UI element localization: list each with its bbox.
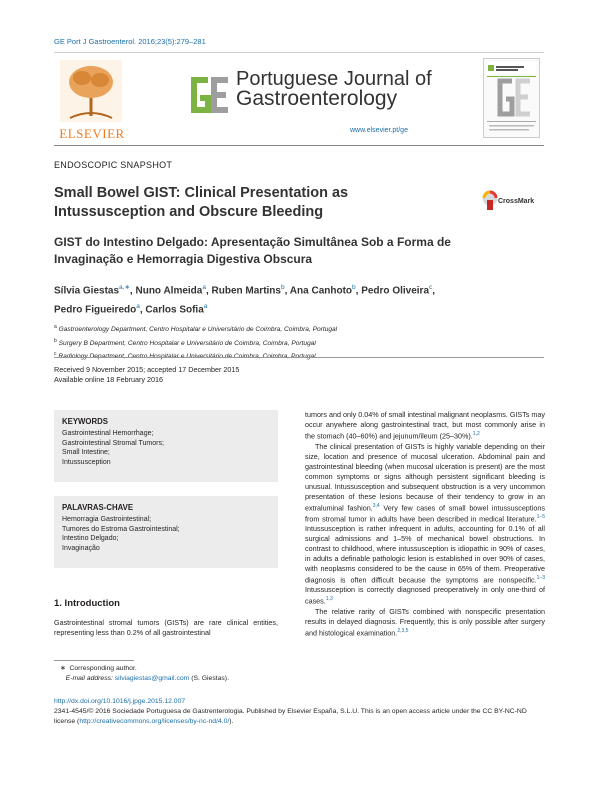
- elsevier-wordmark: ELSEVIER: [59, 126, 125, 141]
- license-link[interactable]: http://creativecommons.org/licenses/by-nc-nd/4.0/: [79, 717, 230, 725]
- body-paragraph: The relative rarity of GISTs combined with nonspecific presentation results in delayed diagnosis. Frequently, this is only possible after surgery and histological examination.$^{2,3,5}$: [305, 607, 545, 638]
- copyright-notice: 2341-4545/© 2016 Sociedade Portuguesa de Gastrenterologia. Published by Elsevier España, S.L.U. This is an open access article under the CC BY-NC-ND license (http://creativecommons.org/licenses/by-nc-nd/4.0/).: [54, 707, 527, 725]
- available-date: Available online 18 February 2016: [54, 375, 163, 384]
- author-email-link[interactable]: silviagiestas@gmail.com: [114, 674, 190, 682]
- citation-ref[interactable]: 1,3: [325, 595, 333, 602]
- body-text-right-column: [305, 410, 545, 639]
- crossmark-label[interactable]: CrossMark: [498, 198, 535, 205]
- keyword-item: Small Intestine;: [62, 449, 110, 456]
- author-affil-mark: c: [429, 284, 433, 291]
- keyword-item: Intussusception: [62, 458, 111, 466]
- page-footer: [54, 697, 544, 726]
- palavra-chave-item: Intestino Delgado;: [62, 535, 119, 542]
- palavras-chave-box: [54, 496, 278, 568]
- introduction-heading: 1. Introduction: [54, 598, 120, 609]
- palavra-chave-item: Invaginação: [62, 544, 100, 552]
- keyword-item: Gastrointestinal Hemorrhage;: [62, 430, 154, 437]
- author-list: Sílvia Giestas$^{a,∗}$, Nuno Almeida$^a$, Ruben Martins$^b$, Ana Canhoto$^b$, Pedro Oliveira$^c$, Pedro Figueiredo$^a$, Carlos Sofia$^a$: [54, 284, 436, 316]
- palavras-chave-heading: PALAVRAS-CHAVE: [62, 503, 134, 512]
- corresponding-author-footnote: ∗ Corresponding author. E-mail address: silviagiestas@gmail.com (S. Giestas).: [60, 665, 229, 682]
- author-name: Pedro Oliveira: [361, 285, 430, 297]
- divider: [54, 357, 544, 358]
- journal-cover-thumbnail: [483, 58, 540, 138]
- affiliation-item: $^c$ Radiology Department, Centro Hospitalar e Universitário de Coimbra, Coimbra, Portugal: [54, 351, 316, 361]
- article-dates: [54, 365, 239, 385]
- author-affil-mark: a,∗: [119, 284, 130, 291]
- affiliation-item: $^b$ Surgery B Department, Centro Hospitalar e Universitário de Coimbra, Coimbra, Portugal: [54, 337, 316, 347]
- received-date: Received 9 November 2015; accepted 17 December 2015: [54, 365, 240, 374]
- introduction-paragraph: Gastrointestinal stromal tumors (GISTs) are rare clinical entities, representing less than 0.2% of all gastrointestinal: [54, 618, 278, 637]
- citation-ref[interactable]: 3,4: [372, 502, 380, 509]
- journal-citation: GE Port J Gastroenterol. 2016;23(5):279–281: [54, 37, 206, 46]
- author-name: Carlos Sofia: [145, 304, 204, 316]
- author-affil-mark: b: [280, 284, 285, 291]
- keywords-heading: KEYWORDS: [62, 417, 108, 426]
- ge-journal-logo: [188, 76, 232, 114]
- citation-ref[interactable]: 1–5: [536, 513, 545, 520]
- crossmark-icon[interactable]: [482, 190, 498, 212]
- article-title: Small Bowel GIST: Clinical Presentation as Intussusception and Obscure Bleeding: [54, 185, 349, 220]
- author-name: Ruben Martins: [211, 285, 281, 297]
- journal-title-line2: Gastroenterology: [236, 87, 398, 110]
- affiliation-item: $^a$ Gastroenterology Department, Centro Hospitalar e Universitário de Coimbra, Coimbra, Portugal: [54, 324, 338, 334]
- footnote-rule: [54, 660, 134, 661]
- keywords-box: [54, 410, 278, 482]
- keyword-item: Gastrointestinal Stromal Tumors;: [62, 439, 164, 447]
- citation-ref[interactable]: 2,3,5: [397, 627, 409, 634]
- journal-url-link[interactable]: www.elsevier.pt/ge: [350, 127, 408, 134]
- author-affil-mark: b: [352, 284, 356, 291]
- section-label: ENDOSCOPIC SNAPSHOT: [54, 160, 173, 170]
- body-paragraph: The clinical presentation of GISTs is highly variable depending on their size, location and presence of mucosal ulceration. Abdominal pain and gastrointestinal bleeding (when mucosal ulceration is present) are the most common symptoms or signs although persistent significant bleeding is unusual. Intussusception and subsequent obstruction is a very uncommon presentation of these lesions because of their tendency to grow in an extraluminal fashion.$^{3,4}$ Very few cases of small bowel intussusceptions from stromal tumor in adults have been described in medical literature.$^{1-5}$ Intussusception is rather infrequent in adults, accounting for 0.1% of all surgical admissions and 1–5% of mechanical bowel obstructions. In contrast to childhood, where intussusception is idiopathic in 90% of cases, in adults a definable pathologic lesion is established in over 90% of cases, with neoplasms considered to be the cause in 65% of them. Preoperative diagnosis is often difficult because the symptoms are nonspecific.$^{1-3}$ Intussusception is correctly diagnosed preoperatively in only one-third of cases.$^{1,3}$: [305, 442, 545, 606]
- author-name: Pedro Figueiredo: [54, 304, 137, 316]
- article-subtitle-portuguese: GIST do Intestino Delgado: Apresentação Simultânea Sob a Forma de Invaginação e Hemorragia Digestiva Obscura: [54, 235, 451, 266]
- author-affil-mark: a: [203, 302, 208, 310]
- author-affil-mark: a: [202, 284, 206, 291]
- doi-link[interactable]: http://dx.doi.org/10.1016/j.jpge.2015.12.007: [54, 698, 186, 705]
- palavra-chave-item: Hemorragia Gastrointestinal;: [62, 516, 152, 523]
- author-name: Nuno Almeida: [135, 285, 203, 297]
- citation-ref[interactable]: 1–3: [536, 574, 545, 581]
- citation-ref[interactable]: 1,2: [472, 430, 480, 437]
- body-paragraph: tumors and only 0.04% of small intestinal malignant neoplasms. GISTs may occur anywhere along gastrointestinal tract, but most commonly arise in the stomach (40–60%) and jejunum/ileum (25–30%).$^{1,2}$: [305, 410, 545, 441]
- author-affil-mark: a: [136, 302, 140, 310]
- author-name: Ana Canhoto: [289, 285, 353, 297]
- journal-title-line1: Portuguese Journal of: [236, 68, 432, 90]
- author-name: Sílvia Giestas: [54, 285, 120, 297]
- palavra-chave-item: Tumores do Estroma Gastrointestinal;: [62, 525, 180, 533]
